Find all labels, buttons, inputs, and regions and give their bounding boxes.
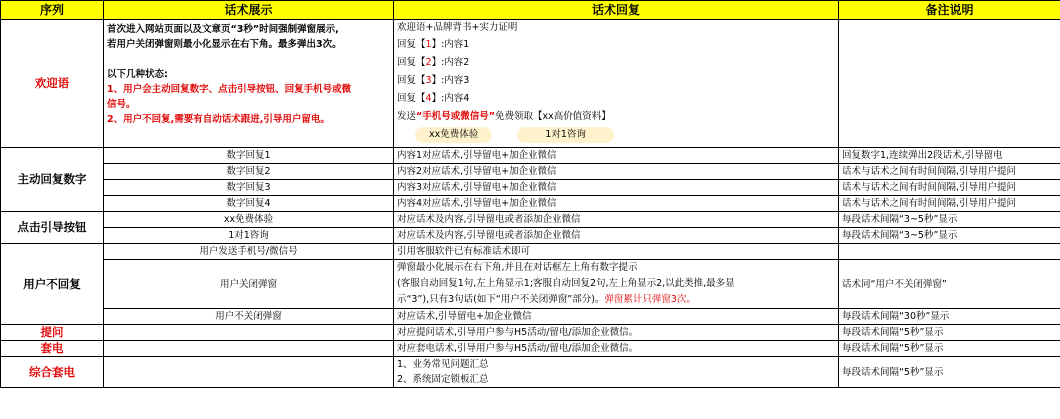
header-display: 话术展示 — [104, 1, 394, 20]
open-display: 用户不关闭弹窗 — [104, 309, 394, 325]
active-note-3: 话术与话术之间有时间间隔,引导用户提问 — [839, 180, 1060, 196]
active-row-1 — [1, 148, 1060, 164]
phone-reply: 引用客服软件已有标准话术即可 — [394, 244, 839, 260]
sell-display — [104, 341, 394, 357]
sell-row — [1, 341, 1060, 357]
active-note-2: 话术与话术之间有时间间隔,引导用户提问 — [839, 164, 1060, 180]
active-reply-1: 内容1对应话术,引导留电+加企业微信 — [394, 148, 839, 164]
active-reply-3: 内容3对应话术,引导留电+加企业微信 — [394, 180, 839, 196]
welcome-category: 欢迎语 — [1, 20, 104, 148]
welcome-reply-4: 回复【4】:内容4 — [397, 93, 470, 104]
click-reply-1: 对应话术及内容,引导留电或者添加企业微信 — [394, 212, 839, 228]
welcome-reply-2: 回复【2】:内容2 — [397, 57, 470, 68]
close-reply-line2: (客服自动回复1句,左上角显示1;客服自动回复2句,左上角显示2,以此类推,最多显 — [397, 278, 735, 289]
close-reply-line3: 示“3”),只有3句话(如下“用户不关闭弹窗”部分)。弹窗累计只弹窗3次。 — [397, 294, 696, 305]
ask-reply: 对应提问话术,引导用户参与H5活动/留电/添加企业微信。 — [394, 325, 839, 341]
welcome-display-red1a: 1、用户会主动回复数字、点击引导按钮、回复手机号或微 — [107, 84, 352, 95]
consult-button[interactable]: 1对1咨询 — [517, 127, 614, 143]
welcome-buttons — [397, 125, 835, 143]
close-note: 话术同“用户不关闭弹窗” — [839, 260, 1060, 309]
combo-row — [1, 357, 1060, 388]
welcome-reply-1: 回复【1】:内容1 — [397, 39, 470, 50]
welcome-note — [839, 20, 1060, 148]
welcome-reply-3: 回复【3】:内容3 — [397, 75, 470, 86]
welcome-reply-send: 发送“手机号或微信号”免费领取【xx高价值资料】 — [397, 111, 611, 122]
welcome-row — [1, 20, 1060, 148]
ask-note: 每段话术间隔“5秒”显示 — [839, 325, 1060, 341]
active-display-2: 数字回复2 — [104, 164, 394, 180]
active-display-3: 数字回复3 — [104, 180, 394, 196]
click-display-1: xx免费体验 — [104, 212, 394, 228]
ask-category: 提问 — [1, 325, 104, 341]
welcome-display-red1b: 信号。 — [107, 99, 136, 110]
combo-display — [104, 357, 394, 388]
header-note: 备注说明 — [839, 1, 1060, 20]
active-note-4: 话术与话术之间有时间间隔,引导用户提问 — [839, 196, 1060, 212]
active-row-2 — [1, 164, 1060, 180]
open-note: 每段话术间隔“30秒”显示 — [839, 309, 1060, 325]
open-popup-row — [1, 309, 1060, 325]
sell-note: 每段话术间隔“5秒”显示 — [839, 341, 1060, 357]
welcome-reply — [394, 20, 839, 148]
click-row-1 — [1, 212, 1060, 228]
close-reply — [394, 260, 839, 309]
click-display-2: 1对1咨询 — [104, 228, 394, 244]
active-row-4 — [1, 196, 1060, 212]
active-category: 主动回复数字 — [1, 148, 104, 212]
ask-display — [104, 325, 394, 341]
close-display: 用户关闭弹窗 — [104, 260, 394, 309]
sell-reply: 对应套电话术,引导用户参与H5活动/留电/添加企业微信。 — [394, 341, 839, 357]
active-display-4: 数字回复4 — [104, 196, 394, 212]
noreply-category: 用户不回复 — [1, 244, 104, 325]
header-reply: 话术回复 — [394, 1, 839, 20]
click-row-2 — [1, 228, 1060, 244]
welcome-display-states: 以下几种状态: — [107, 69, 168, 80]
welcome-display — [104, 20, 394, 148]
free-trial-button[interactable]: xx免费体验 — [415, 127, 492, 143]
combo-reply — [394, 357, 839, 388]
welcome-display-line1: 首次进入网站页面以及文章页“3秒”时间强制弹窗展示, — [107, 24, 339, 35]
close-popup-row — [1, 260, 1060, 309]
ask-row — [1, 325, 1060, 341]
header-row — [1, 1, 1060, 20]
active-display-1: 数字回复1 — [104, 148, 394, 164]
open-reply: 对应话术,引导留电+加企业微信 — [394, 309, 839, 325]
combo-reply-2: 2、系统固定锁板汇总 — [397, 374, 489, 385]
combo-reply-1: 1、业务常见问题汇总 — [397, 359, 489, 370]
combo-category: 综合套电 — [1, 357, 104, 388]
click-reply-2: 对应话术及内容,引导留电或者添加企业微信 — [394, 228, 839, 244]
active-reply-4: 内容4对应话术,引导留电+加企业微信 — [394, 196, 839, 212]
combo-note: 每段话术间隔“5秒”显示 — [839, 357, 1060, 388]
click-category: 点击引导按钮 — [1, 212, 104, 244]
welcome-reply-intro: 欢迎语+品牌背书+实力证明 — [397, 22, 518, 33]
phone-note — [839, 244, 1060, 260]
click-note-2: 每段话术间隔“3~5秒”显示 — [839, 228, 1060, 244]
click-note-1: 每段话术间隔“3~5秒”显示 — [839, 212, 1060, 228]
close-reply-line1: 弹窗最小化展示在右下角,并且在对话框左上角有数字提示 — [397, 262, 638, 273]
welcome-display-red2: 2、用户不回复,需要有自动话术跟进,引导用户留电。 — [107, 114, 330, 125]
header-sequence: 序列 — [1, 1, 104, 20]
sell-category: 套电 — [1, 341, 104, 357]
phone-row — [1, 244, 1060, 260]
active-reply-2: 内容2对应话术,引导留电+加企业微信 — [394, 164, 839, 180]
phone-display: 用户发送手机号/微信号 — [104, 244, 394, 260]
active-row-3 — [1, 180, 1060, 196]
welcome-display-line2: 若用户关闭弹窗则最小化显示在右下角。最多弹出3次。 — [107, 39, 342, 50]
active-note-1: 回复数字1,连续弹出2段话术,引导留电 — [839, 148, 1060, 164]
